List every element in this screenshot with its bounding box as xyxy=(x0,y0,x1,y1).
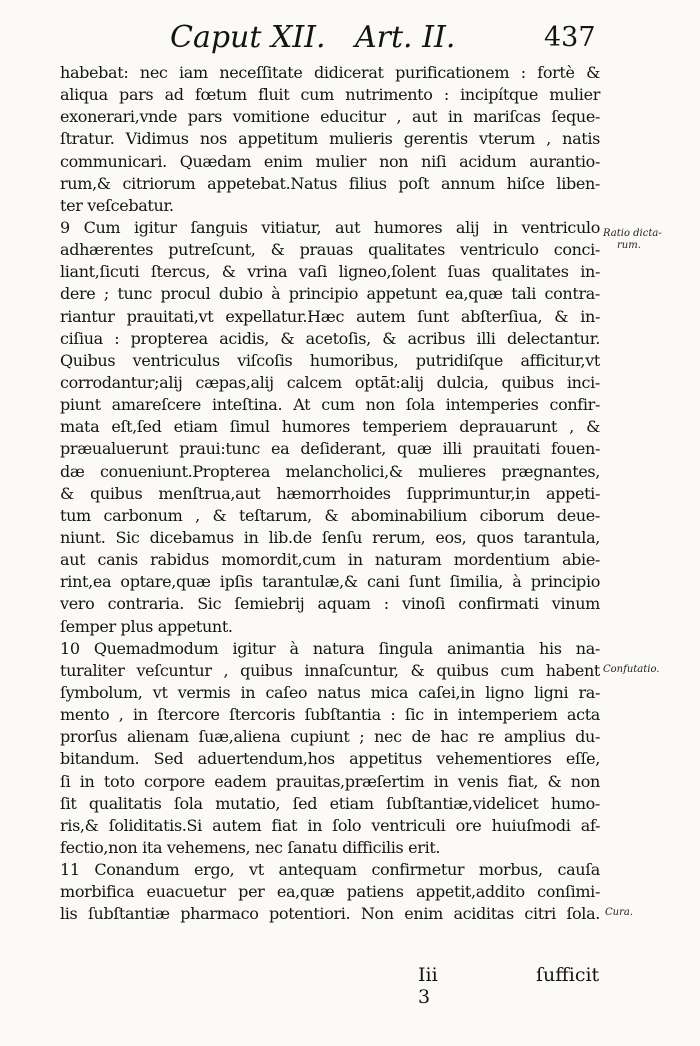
text-line: aut canis rabidus momordit,cum in naturam mordentium abie- xyxy=(60,550,600,570)
text-line: exonerari,vnde pars vomitione educitur , aut in mariſcas ſeque- xyxy=(60,107,600,127)
text-line: 10 Quemadmodum igitur à natura ſingula animantia his na- xyxy=(60,638,600,658)
text-line: liant,ſicuti ſtercus, & vrina vaſi ligneo,ſolent ſuas qualitates in- xyxy=(60,262,600,282)
text-line: communicari. Quædam enim mulier non niſi acidum aurantio- xyxy=(60,151,600,171)
text-line: ſi in toto corpore eadem prauitas,præſertim in venis fiat, & non xyxy=(60,771,600,791)
text-line: aliqua pars ad fœtum fluit cum nutrimento : incipítque mulier xyxy=(60,85,600,105)
text-line: riantur prauitati,vt expellatur.Hæc autem ſunt abſterſiua, & in- xyxy=(60,306,600,326)
text-line: 11 Conandum ergo, vt antequam confirmetur morbus, cauſa xyxy=(60,860,600,880)
text-line: morbifica euacuetur per ea,quæ patiens appetit,addito conſimi- xyxy=(60,882,600,902)
margin-note-line: rum. xyxy=(617,240,641,251)
text-line: mento , in ſtercore ſtercoris ſubſtantia : ſic in intemperiem acta xyxy=(60,705,600,725)
text-line: lis ſubſtantiæ pharmaco potentiori. Non enim aciditas citri ſola. xyxy=(60,904,600,924)
chapter-title: Caput XII. xyxy=(170,20,326,55)
text-line: præualuerunt praui:tunc ea deſiderant, quæ illi prauitati fouen- xyxy=(60,439,600,459)
margin-note-confutatio: Confutatio. xyxy=(603,664,660,675)
text-line: habebat: nec iam neceſſitate didicerat purificationem : fortè & xyxy=(60,63,600,82)
text-line: rint,ea optare,quæ ipſis tarantulæ,& cani ſunt ſimilia, à principio xyxy=(60,572,600,592)
text-line: ris,& ſoliditatis.Si autem fiat in ſolo ventriculi ore huiuſmodi af- xyxy=(60,815,600,835)
text-line: ſtratur. Vidimus nos appetitum mulieris gerentis vterum , natis xyxy=(60,129,600,149)
text-line: ſymbolum, vt vermis in caſeo natus mica caſei,in ligno ligni ra- xyxy=(60,682,600,702)
text-line: dæ conueniunt.Propterea melancholici,& mulieres prægnantes, xyxy=(60,461,600,481)
text-line: mata eſt,ſed etiam ſimul humores temperiem deprauarunt , & xyxy=(60,417,600,437)
text-line: Quibus ventriculus viſcoſis humoribus, putridiſque afficitur,vt xyxy=(60,350,600,370)
margin-note-line: Ratio dicta- xyxy=(603,228,662,239)
text-line: dere ; tunc procul dubio à principio appetunt ea,quæ tali contra- xyxy=(60,284,600,304)
text-line: corrodantur;alij cæpas,alij calcem optāt:alij dulcia, quibus inci- xyxy=(60,372,600,392)
margin-note-ratio xyxy=(603,228,662,252)
text-line: turaliter veſcuntur , quibus innaſcuntur, & quibus cum habent xyxy=(60,660,600,680)
page-number: 437 xyxy=(544,22,596,53)
text-line: vero contraria. Sic ſemiebrij aquam : vinoſi confirmati vinum xyxy=(60,594,600,614)
signature-mark: Iii 3 xyxy=(418,964,438,1008)
running-header xyxy=(0,20,700,60)
text-line: piunt amareſcere inteſtina. At cum non ſola intemperies confir- xyxy=(60,395,600,415)
text-line: ter veſcebatur. xyxy=(60,195,174,215)
text-line: adhærentes putreſcunt, & prauas qualitates ventriculo conci- xyxy=(60,240,600,260)
text-line: ſit qualitatis ſola mutatio, ſed etiam ſubſtantiæ,videlicet humo- xyxy=(60,793,600,813)
text-line: niunt. Sic dicebamus in lib.de ſenſu rerum, eos, quos tarantula, xyxy=(60,527,600,547)
text-line: ciſiua : propterea acidis, & acetoſis, & acribus illi delectantur. xyxy=(60,328,600,348)
text-line: fectio,non ita vehemens, nec ſanatu difficilis erit. xyxy=(60,837,441,857)
text-line: bitandum. Sed aduertendum,hos appetitus vehementiores eſſe, xyxy=(60,749,600,769)
text-line: tum carbonum , & teſtarum, & abominabilium ciborum deue- xyxy=(60,505,600,525)
text-line: & quibus menſtrua,aut hæmorrhoides ſupprimuntur,in appeti- xyxy=(60,483,600,503)
main-text-block xyxy=(60,62,600,925)
text-line: prorſus alienam ſuæ,aliena cupiunt ; nec de hac re amplius du- xyxy=(60,727,600,747)
article-title: Art. II. xyxy=(355,20,456,55)
text-line: rum,& citriorum appetebat.Natus filius poſt annum hiſce liben- xyxy=(60,173,600,193)
margin-note-cura: Cura. xyxy=(605,907,634,918)
text-line: ſemper plus appetunt. xyxy=(60,616,233,636)
catchword: ſufficit xyxy=(536,964,600,986)
text-line: 9 Cum igitur ſanguis vitiatur, aut humores alij in ventriculo xyxy=(60,217,600,237)
